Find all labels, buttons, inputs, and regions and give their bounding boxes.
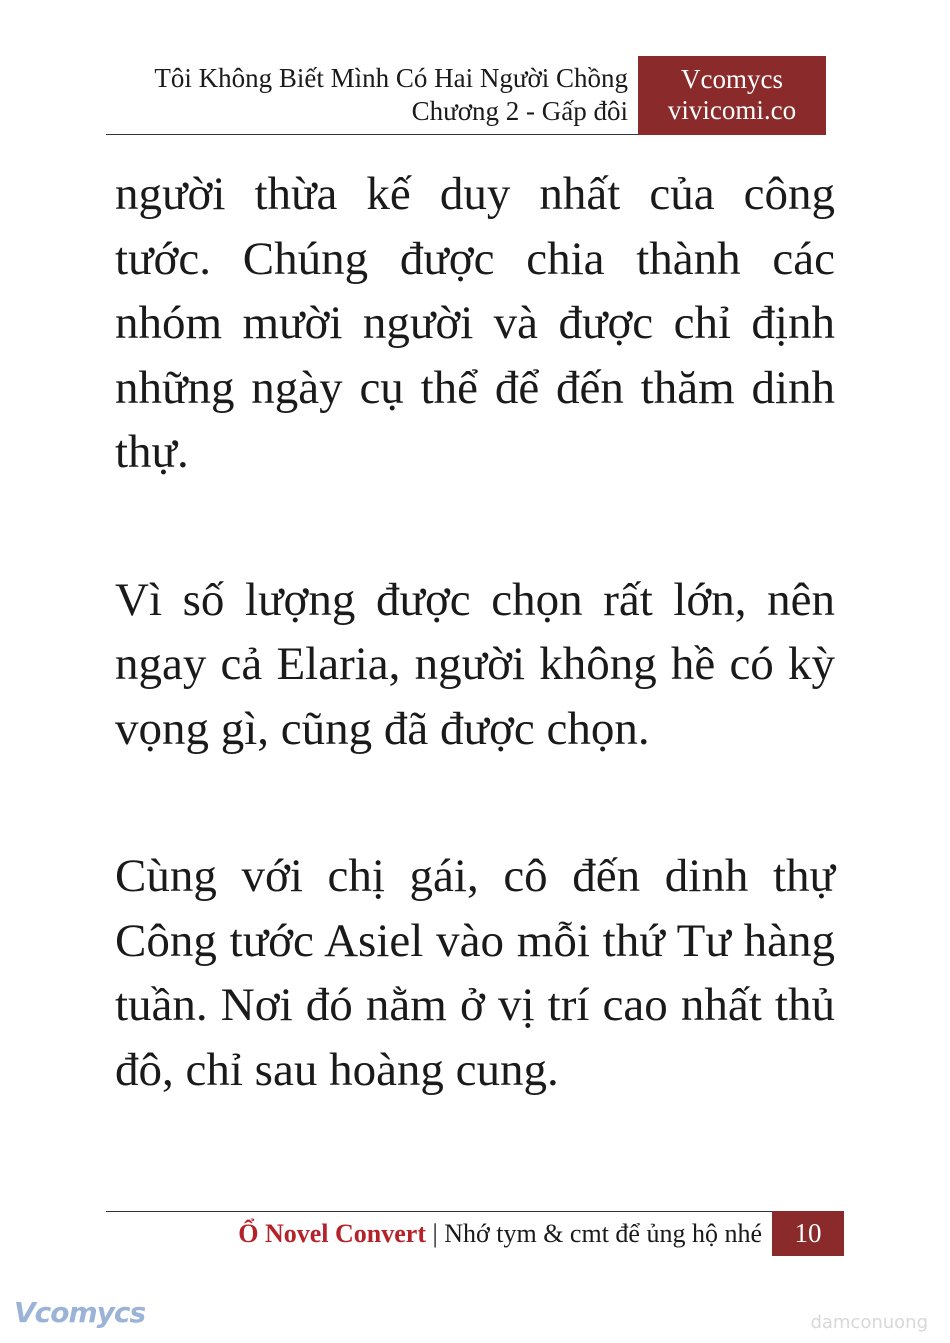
footer-message: Nhớ tym & cmt để ủng hộ nhé [444, 1219, 762, 1248]
paragraph-3: Cùng với chị gái, cô đến dinh thự Công tước Asiel vào mỗi thứ Tư hàng tuần. Nơi đó nằm ở vị trí cao nhất thủ đô, chỉ sau hoàng cung. [115, 850, 835, 1096]
brand-badge [638, 56, 826, 135]
brand-site: vivicomi.co [667, 95, 797, 125]
footer-brand: Ổ Novel Convert [238, 1219, 427, 1248]
footer-separator: | [432, 1219, 438, 1248]
paragraph-1: người thừa kế duy nhất của công tước. Chúng được chia thành các nhóm mười người và được chỉ định những ngày cụ thể để đến thăm dinh thự. [115, 168, 835, 478]
page-number: 10 [772, 1211, 844, 1256]
book-title: Tôi Không Biết Mình Có Hai Người Chồng [154, 63, 628, 93]
header-divider [106, 134, 638, 135]
vcomycs-logo-watermark: Vcomycs [14, 1296, 146, 1329]
site-watermark: damconuong [810, 1312, 928, 1333]
chapter-title: Chương 2 - Gấp đôi [411, 96, 628, 126]
footer-divider [106, 1211, 772, 1212]
brand-name: Vcomycs [681, 64, 783, 94]
page-footer [238, 1218, 762, 1250]
page-body [115, 162, 835, 1102]
page-header [154, 62, 628, 128]
paragraph-2: Vì số lượng được chọn rất lớn, nên ngay cả Elaria, người không hề có kỳ vọng gì, cũng đã được chọn. [115, 573, 835, 755]
